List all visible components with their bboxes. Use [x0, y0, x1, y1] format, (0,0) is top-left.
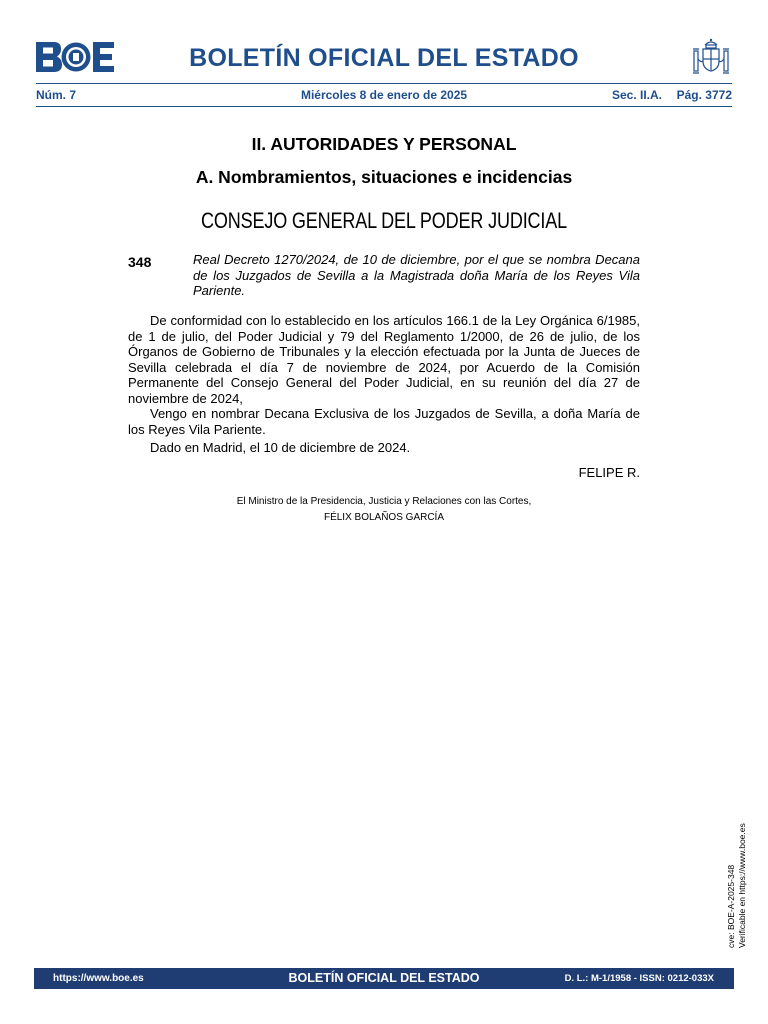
cve-code: cve: BOE-A-2025-348 — [726, 864, 736, 948]
subsection-heading: A. Nombramientos, situaciones e incidencias — [195, 167, 573, 187]
body-paragraph: De conformidad con lo establecido en los artículos 166.1 de la Ley Orgánica 6/1985, de 1 de julio, del Poder Judicial y 79 del Reglamento 1/2000, de 26 de julio, de los Órganos de Gobierno de Tribunales y la elección efectuada por la Junta de Jueces de Sevilla celebrada el día 7 de noviembre de 2024, por Acuerdo de la Comisión Permanente del Consejo General del Poder Judicial, en su reunión del día 27 de noviembre de 2024, — [128, 313, 640, 406]
gazette-title: BOLETÍN OFICIAL DEL ESTADO — [189, 44, 579, 72]
footer-url-link[interactable]: https://www.boe.es — [53, 973, 144, 984]
section-label: Sec. II.A. — [611, 88, 662, 102]
verification-block — [726, 818, 754, 948]
header-divider — [36, 83, 732, 84]
footer-title: BOLETÍN OFICIAL DEL ESTADO — [288, 971, 480, 985]
footer-issn: D. L.: M-1/1958 - ISSN: 0212-033X — [564, 973, 714, 984]
coat-of-arms-icon — [690, 37, 732, 79]
disposition-body — [128, 313, 640, 437]
minister-role: El Ministro de la Presidencia, Justicia y Relaciones con las Cortes, — [236, 496, 532, 507]
royal-signature: FELIPE R. — [578, 465, 640, 480]
section-heading: II. AUTORIDADES Y PERSONAL — [251, 134, 517, 154]
minister-name: FÉLIX BOLAÑOS GARCÍA — [323, 512, 445, 523]
issue-date: Miércoles 8 de enero de 2025 — [300, 88, 468, 102]
closing-block — [128, 440, 640, 456]
footer-bar — [34, 968, 734, 989]
disposition-title: Real Decreto 1270/2024, de 10 de diciembre, por el que se nombra Decana de los Juzgados de Sevilla a la Magistrada doña María de los Reyes Vila Pariente. — [193, 252, 640, 298]
issue-meta-row — [36, 88, 732, 104]
dated-line: Dado en Madrid, el 10 de diciembre de 2024. — [150, 440, 411, 455]
body-paragraph: Vengo en nombrar Decana Exclusiva de los Juzgados de Sevilla, a doña María de los Reyes Vila Pariente. — [128, 406, 640, 437]
disposition-number: 348 — [128, 254, 152, 270]
issue-number: Núm. 7 — [36, 88, 77, 102]
meta-divider — [36, 106, 732, 107]
page-number: Pág. 3772 — [676, 88, 732, 102]
organ-heading: CONSEJO GENERAL DEL PODER JUDICIAL — [200, 208, 568, 233]
verification-link[interactable]: Verificable en https://www.boe.es — [737, 823, 747, 948]
